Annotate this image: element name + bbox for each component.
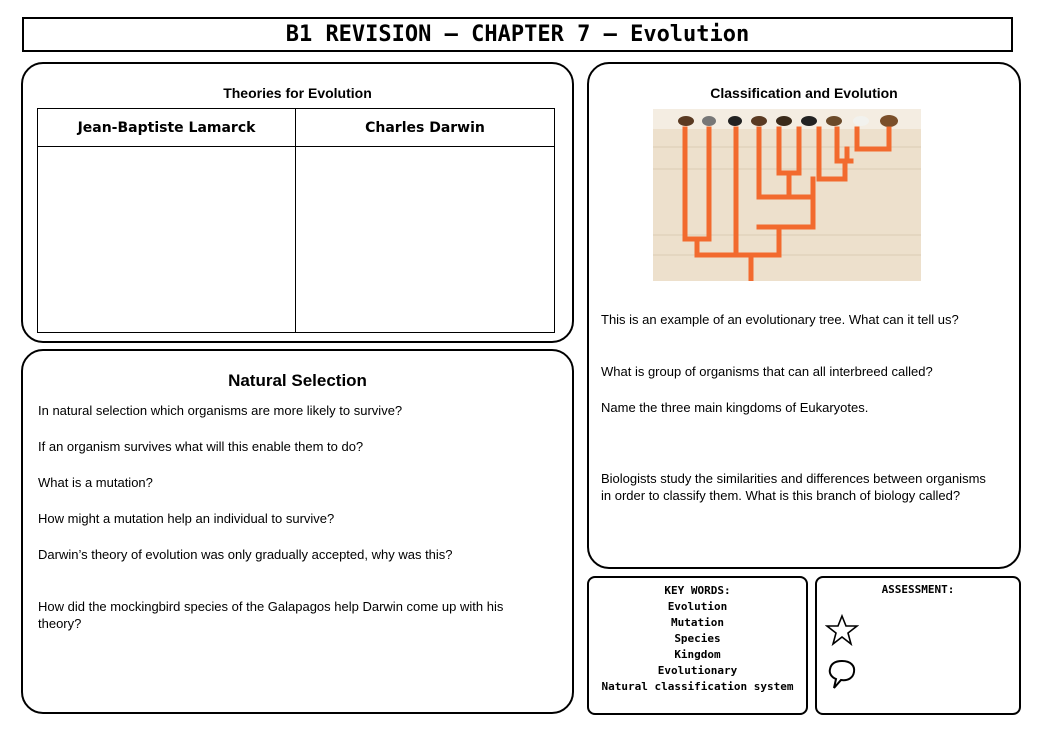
cl-question-2: What is group of organisms that can all interbreed called? xyxy=(601,364,933,379)
ns-question-6: How did the mockingbird species of the Galapagos help Darwin come up with his theory? xyxy=(38,599,504,631)
key-word-item: Evolutionary xyxy=(657,664,738,677)
theories-title: Theories for Evolution xyxy=(223,85,372,101)
theories-table xyxy=(37,108,555,333)
ns-question-3: What is a mutation? xyxy=(38,475,153,490)
classification-panel xyxy=(587,62,1021,569)
key-words-title: KEY WORDS: xyxy=(664,584,731,597)
lamarck-header: Jean-Baptiste Lamarck xyxy=(38,109,295,147)
key-word-item: Mutation xyxy=(671,616,724,629)
key-word-item: Natural classification system xyxy=(601,680,794,693)
natural-selection-title: Natural Selection xyxy=(228,371,367,390)
page-title: B1 REVISION – CHAPTER 7 – Evolution xyxy=(22,17,1013,52)
classification-title: Classification and Evolution xyxy=(710,85,898,101)
key-words-panel xyxy=(587,576,808,715)
star-icon xyxy=(825,614,859,646)
key-word-item: Evolution xyxy=(667,600,728,613)
lamarck-column xyxy=(38,109,296,332)
key-word-item: Species xyxy=(674,632,721,645)
assessment-panel xyxy=(815,576,1021,715)
evolutionary-tree-image xyxy=(641,109,923,287)
ns-question-5: Darwin’s theory of evolution was only gradually accepted, why was this? xyxy=(38,547,453,562)
assessment-title: ASSESSMENT: xyxy=(881,583,955,596)
ns-question-4: How might a mutation help an individual to survive? xyxy=(38,511,335,526)
ns-question-2: If an organism survives what will this enable them to do? xyxy=(38,439,364,454)
cl-question-1: This is an example of an evolutionary tree. What can it tell us? xyxy=(601,312,959,327)
key-word-item: Kingdom xyxy=(674,648,721,661)
theories-panel xyxy=(21,62,574,343)
darwin-column xyxy=(296,109,554,332)
ns-question-1: In natural selection which organisms are more likely to survive? xyxy=(38,403,403,418)
natural-selection-panel xyxy=(21,349,574,714)
speech-bubble-icon xyxy=(827,658,857,690)
cl-question-4: Biologists study the similarities and differences between organisms in order to classify them. What is this branch of biology called? xyxy=(601,471,986,503)
cl-question-3: Name the three main kingdoms of Eukaryotes. xyxy=(601,400,869,415)
darwin-header: Charles Darwin xyxy=(296,109,554,147)
